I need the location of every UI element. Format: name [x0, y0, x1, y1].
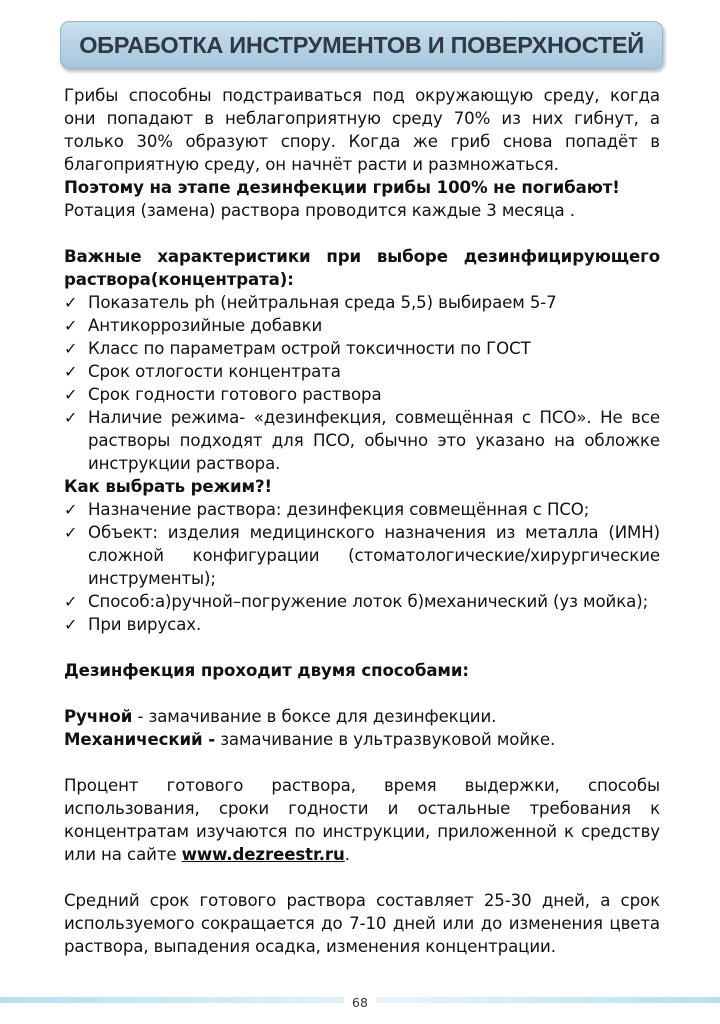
title-banner [60, 21, 663, 69]
check-icon: ✓ [64, 408, 78, 427]
check-icon: ✓ [64, 523, 78, 542]
check-icon: ✓ [64, 592, 78, 611]
dezreestr-link[interactable]: www.dezreestr.ru [181, 845, 345, 864]
list-item: ✓ Срок отлогости концентрата [64, 362, 341, 381]
list-item: ✓ Объект: изделия медицинского назначения из металла (ИМН) сложной конфигурации (стоматологические/хирургические инструменты); [64, 523, 660, 588]
list-item: ✓ Назначение раствора: дезинфекция совмещённая с ПСО; [64, 500, 590, 519]
methods-heading: Дезинфекция проходит двумя способами: [64, 661, 469, 680]
check-icon: ✓ [64, 500, 78, 519]
check-icon: ✓ [64, 316, 78, 335]
document-body [64, 84, 660, 958]
list-item: ✓ Срок годности готового раствора [64, 385, 382, 404]
mode-heading: Как выбрать режим?! [64, 477, 272, 496]
check-icon: ✓ [64, 362, 78, 381]
instructions-paragraph: Процент готового раствора, время выдержки, способы использования, сроки годности и остальные требования к концентратам изучаются по инструкции, приложенной к средству или на сайте www.dezreestr.ru. [64, 776, 660, 864]
list-item: ✓ Показатель ph (нейтральная среда 5,5) выбираем 5-7 [64, 293, 557, 312]
intro-paragraph: Грибы способны подстраиваться под окружающую среду, когда они попадают в неблагоприятную среду 70% из них гибнут, а только 30% образуют спору. Когда же гриб снова попадёт в благоприятную среду, он начнёт расти и размножаться. [64, 86, 660, 174]
shelf-life-paragraph: Средний срок готового раствора составляет 25-30 дней, а срок используемого сокращается до 7-10 дней или до изменения цвета раствора, выпадения осадка, изменения концентрации. [64, 891, 660, 956]
list-item: ✓ Класс по параметрам острой токсичности по ГОСТ [64, 339, 531, 358]
intro-rotation: Ротация (замена) раствора проводится каждые 3 месяца . [64, 201, 575, 220]
characteristics-heading: Важные характеристики при выборе дезинфицирующего раствора(концентрата): [64, 247, 660, 289]
characteristics-list [64, 291, 660, 475]
method-mechanical: Механический - замачивание в ультразвуковой мойке. [64, 730, 556, 749]
list-item: ✓ Антикоррозийные добавки [64, 316, 323, 335]
list-item: ✓ Наличие режима- «дезинфекция, совмещённая с ПСО». Не все растворы подходят для ПСО, обычно это указано на обложке инструкции раствора. [64, 408, 660, 473]
page-number: 68 [0, 995, 720, 1010]
page-title: ОБРАБОТКА ИНСТРУМЕНТОВ И ПОВЕРХНОСТЕЙ [79, 31, 644, 58]
intro-emphasis: Поэтому на этапе дезинфекции грибы 100% не погибают! [64, 178, 620, 197]
check-icon: ✓ [64, 293, 78, 312]
mode-list [64, 498, 660, 636]
check-icon: ✓ [64, 615, 78, 634]
list-item: ✓ Способ:а)ручной–погружение лоток б)механический (уз мойка); [64, 592, 649, 611]
check-icon: ✓ [64, 385, 78, 404]
check-icon: ✓ [64, 339, 78, 358]
method-manual: Ручной - замачивание в боксе для дезинфекции. [64, 707, 497, 726]
list-item: ✓ При вирусах. [64, 615, 202, 634]
